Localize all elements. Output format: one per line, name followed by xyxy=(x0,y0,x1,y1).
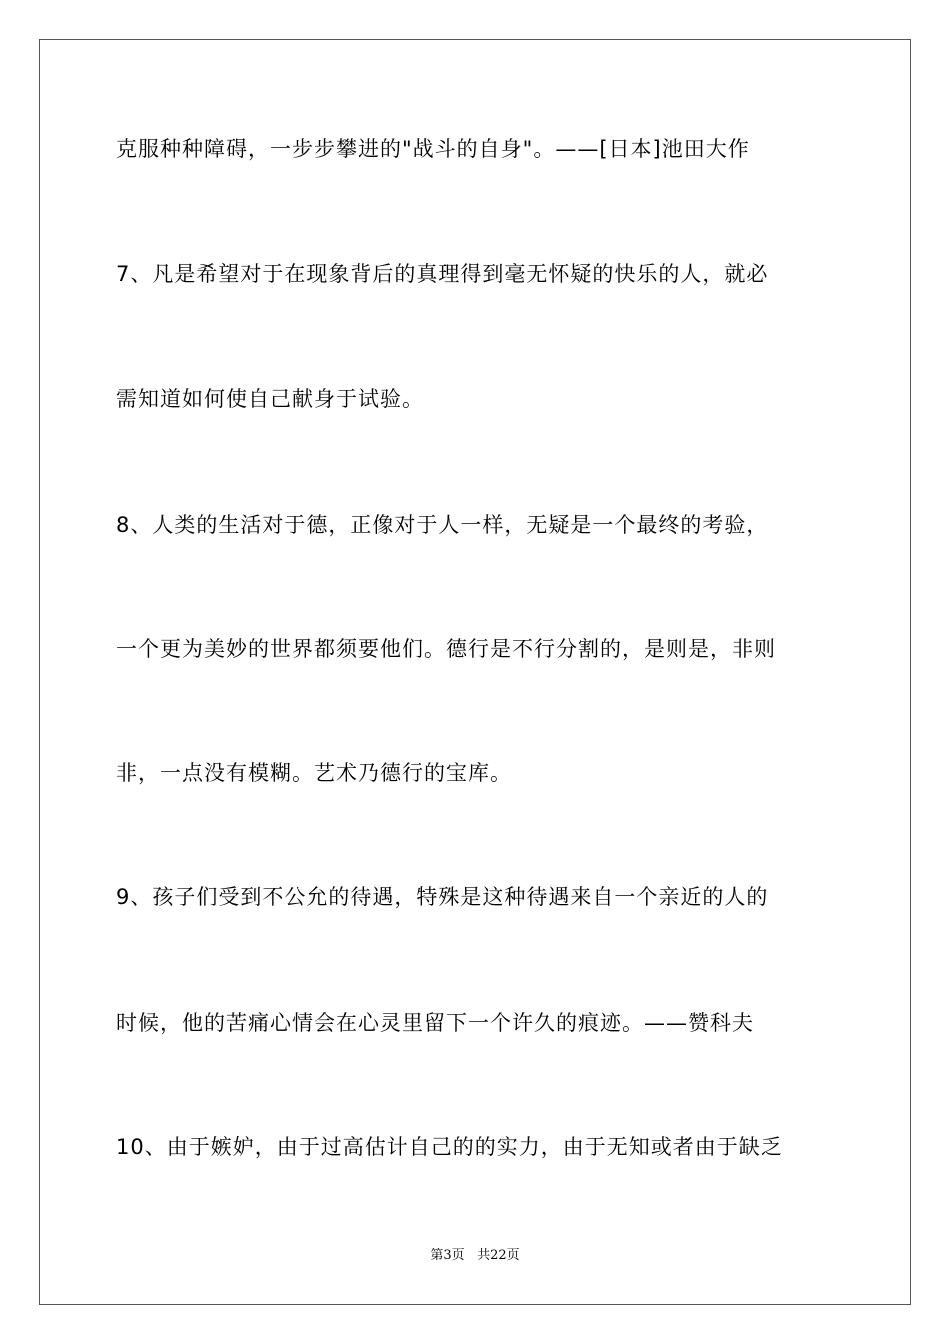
text-line: 9、孩子们受到不公允的待遇，特殊是这种待遇来自一个亲近的人的 xyxy=(116,885,769,909)
page-border xyxy=(39,39,911,1305)
page-number: 第3页 xyxy=(430,1248,465,1263)
text-line: 8、人类的生活对于德，正像对于人一样，无疑是一个最终的考验， xyxy=(116,513,769,537)
text-line: 需知道如何使自己献身于试验。 xyxy=(116,387,424,411)
total-pages: 共22页 xyxy=(477,1248,520,1263)
page-footer xyxy=(0,1247,950,1265)
text-line: 10、由于嫉妒，由于过高估计自己的的实力，由于无知或者由于缺乏 xyxy=(116,1135,783,1159)
text-line: 非，一点没有模糊。艺术乃德行的宝库。 xyxy=(116,761,512,785)
text-line: 7、凡是希望对于在现象背后的真理得到毫无怀疑的快乐的人，就必 xyxy=(116,262,769,286)
text-line: 克服种种障碍，一步步攀进的"战斗的自身"。——[日本]池田大作 xyxy=(116,137,750,161)
text-line: 时候，他的苦痛心情会在心灵里留下一个许久的痕迹。——赞科夫 xyxy=(116,1011,754,1035)
text-line: 一个更为美妙的世界都须要他们。德行是不行分割的，是则是，非则 xyxy=(116,637,776,661)
